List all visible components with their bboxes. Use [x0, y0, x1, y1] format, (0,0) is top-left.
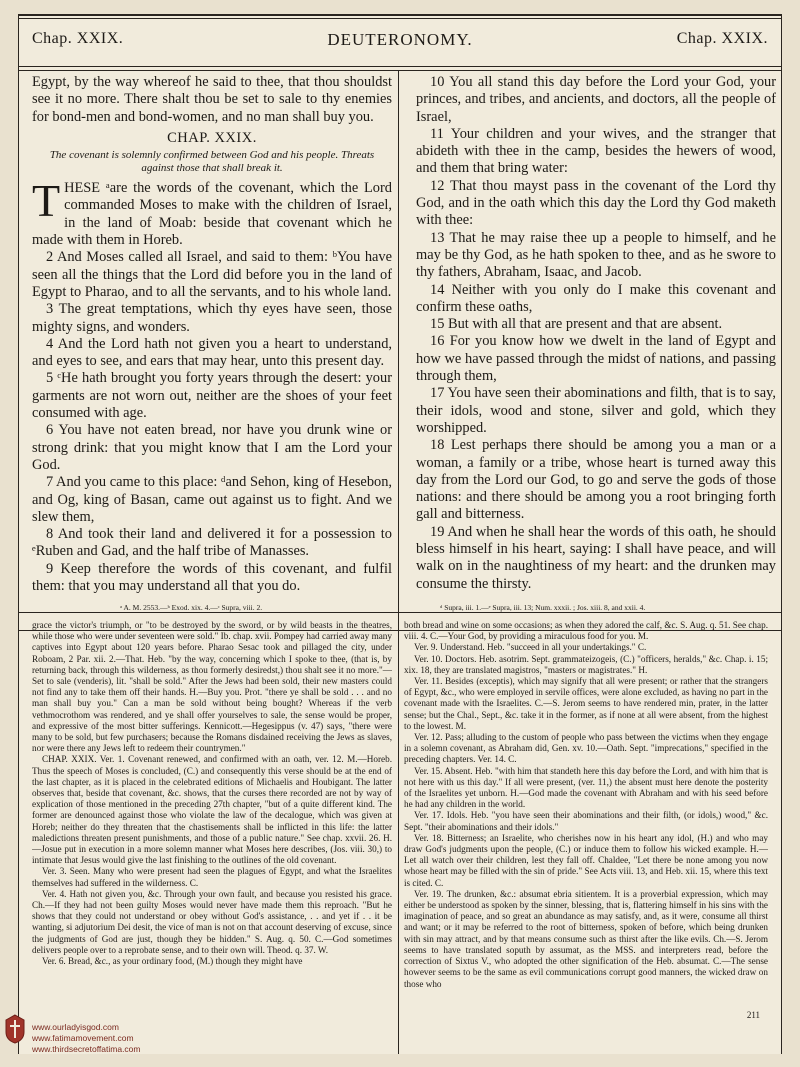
verse: 9 Keep therefore the words of this covenant, and fulfil them: that you may understand all that you do.: [32, 560, 392, 594]
watermark-link[interactable]: www.thirdsecretoffatima.com: [32, 1044, 141, 1054]
verse: 18 Lest perhaps there should be among you a man or a woman, a family or a tribe, whose heart is turned away this day from the Lord our God, to go and serve the gods of those nations: and there should be among you a root bringing forth gall and bitterness.: [416, 437, 776, 523]
commentary-paragraph: grace the victor's triumph, or "to be destroyed by the sword, or by wild beasts in the theatres, while those who were under seventeen were sold." Ib. chap. xvii. Pompey had carried away many captives into Egypt about 120 years before. Pharao Sesac took and pillaged the city, under Roboam, 2 Par. xii. 2.—That. Heb. "by the way, concerning which I spoke to thee, (that is, by returning back, through this wilderness, as thou formerly desiredst,) thou shalt see it no more."—Set to sale (venderis), lit. "shall be sold." After the Jews had been sold, their new masters could not find any to take them off their hands. H.—Buy you. Prot. "there ye shall be sold . . . and no man shall buy you." Can a man be sold without being bought? Whereas if the verb vethmocrothom was rendered, and ye shall offer yourselves to sale, the sense would be proper, and expressive of the most bitter sufferings. Kennicott.—Hegesippus (v. 47) says, "there were many to be sold, but few purchasers; because the Romans disdained receiving the Jews as slaves, nor were there any Jews left to redeem their countrymen.": [32, 620, 392, 754]
fatima-crest-icon: [4, 1014, 26, 1044]
verse: 8 And took their land and delivered it for a possession to ᵉRuben and Gad, and the half tribe of Manasses.: [32, 526, 392, 560]
verse: 3 The great temptations, which thy eyes have seen, those mighty signs, and wonders.: [32, 301, 392, 335]
commentary-paragraph: Ver. 19. The drunken, &c.: absumat ebria sitientem. It is a proverbial expression, which may either be understood as spoken by the sinner, blessing, that is, flattering himself in his sins with the imagination of peace, and so great an abundance as may satisfy, and, as it were, consume all thirst and want; or it may be referred to the root of bitterness, spoken of before, which being drunken with sin may attract, and by that means consume such as thirst after the like evils. Ch.—S. Jerom seems to have translated soputh by assumat, as the MSS. and interpreters read, before the correction of Sixtus V., who adopted the other signification of the Heb. absumat. C.—The sense however seems to be the same as evil communications corrupt good manners, the wicked draw on those who: [404, 888, 768, 989]
right-border: [781, 14, 782, 1054]
header-right: Chap. XXIX.: [676, 30, 768, 47]
verse: 7 And you came to this place: ᵈand Sehon, king of Hesebon, and Og, king of Basan, came out against us to fight. And we slew them,: [32, 474, 392, 525]
verse: 17 You have seen their abominations and filth, that is to say, their idols, wood and stone, silver and gold, which they worshipped.: [416, 385, 776, 436]
commentary-paragraph: Ver. 17. Idols. Heb. "you have seen their abominations and their filth, (or idols,) wood," &c. Sept. "their abominations and their idols.": [404, 810, 768, 832]
verse-1: HESE ᵃare the words of the covenant, which the Lord commanded Moses to make with the children of Israel, in the land of Moab: beside that covenant which he made with them in Horeb.: [32, 180, 392, 249]
verse: 14 Neither with you only do I make this covenant and confirm these oaths,: [416, 281, 776, 315]
verse: 11 Your children and your wives, and the stranger that abideth with thee in the camp, besides the hewers of wood, and them that bring water:: [416, 125, 776, 177]
verse: 16 For you know how we dwelt in the land of Egypt and how we have passed through the midst of nations, and passing through them,: [416, 333, 776, 385]
commentary-paragraph: Ver. 3. Seen. Many who were present had seen the plagues of Egypt, and what the Israelites themselves had suffered in the wilderness. C.: [32, 866, 392, 888]
verse: 4 And the Lord hath not given you a heart to understand, and eyes to see, and ears that may hear, unto this present day.: [32, 335, 392, 370]
chapter-title: CHAP. XXIX.: [167, 129, 257, 146]
column-divider: [398, 70, 399, 1054]
right-text-column: [416, 74, 776, 594]
chapter-summary: The covenant is solemnly confirmed between God and his people. Threats against those that shall break it.: [49, 149, 375, 174]
commentary-paragraph: Ver. 10. Doctors. Heb. asotrim. Sept. grammateizogeis, (C.) "officers, heralds," &c. Chap. i. 15; xix. 18, they are translated magistros, "masters or magistrates." H.: [404, 653, 768, 675]
left-border: [18, 14, 19, 1054]
header-rule-2: [18, 70, 782, 71]
commentary-paragraph: CHAP. XXIX. Ver. 1. Covenant renewed, and confirmed with an oath, ver. 12. M.—Horeb. Thus the speech of Moses is concluded, (C.) and consequently this verse should be at the end of the last chapter, as it is placed in the celebrated editions of Michaelis and Houbigant. The latter observes that, beside that covenant, &c. shows, that the curses there recorded are not by way of explication of those mentioned in the preceding 27th chapter, "but of a quite different kind. The former are denounced against those who violate the law of the decalogue, which was given at Horeb; neither do they threaten that the chastisements shall be inflicted in this life: the latter maledictions threaten present punishments, and those of a public nature." See chap. xxvii. 26. H.—Josue put in execution in a more solemn manner what Moses here describes, (Jos. viii. 30,) to intimate that Jesus would give the last finishing to the outlines of the old covenant.: [32, 754, 392, 866]
verse: [416, 593, 776, 594]
verse: 13 That he may raise thee up a people to himself, and he may be thy God, as he hath spoken to thee, and as he swore to thy fathers, Abraham, Isaac, and Jacob.: [416, 229, 776, 281]
verse: 15 But with all that are present and that are absent.: [430, 316, 723, 333]
commentary-paragraph: both bread and wine on some occasions; as when they adored the calf, &c. S. Aug. q. 51. See chap. viii. 4. C.—Your God, by providing a miraculous food for you. M.: [404, 620, 768, 642]
left-text-column: [32, 74, 392, 594]
right-marginal-references: ᵈ Supra, iii. 1.—ᵉ Supra, iii. 13; Num. xxxii. ; Jos. xiii. 8, and xxii. 4.: [440, 603, 646, 612]
commentary-paragraph: Ver. 12. Pass; alluding to the custom of people who pass between the victims when they engage in a solemn covenant, as Abraham did, Gen. xv. 10.—Oath. Sept. "imprecations," specified in the preceding chapters. Ver. 14. C.: [404, 732, 768, 765]
top-border: [18, 14, 782, 16]
commentary-paragraph: Ver. 9. Understand. Heb. "succeed in all your undertakings." C.: [414, 642, 647, 653]
left-marginal-references: ᵃ A. M. 2553.—ᵇ Exod. xix. 4.—ᶜ Supra, viii. 2.: [120, 603, 263, 612]
top-border-inner: [18, 18, 782, 19]
commentary-paragraph: Ver. 18. Bitterness; an Israelite, who cherishes now in his heart any idol, (H.) and who may draw God's judgments upon the people, (C.) or induce them to follow his wicked example. H.—Let all watch over their children, lest they fall off. Chaldee, "Let there be none among you now whose heart may be filled with the sin of pride." See Acts viii. 13, and Heb. xii. 15, where this text is cited. C.: [404, 832, 768, 888]
verse: 6 You have not eaten bread, nor have you drunk wine or strong drink: that you might know that I am the Lord your God.: [32, 422, 392, 473]
commentary-paragraph: Ver. 11. Besides (exceptis), which may signify that all were present; or rather that the strangers of Egypt, &c., who were employed in servile offices, were alone excluded, as having no part in the covenant made with the Israelites. C.—S. Jerom seems to have rendered min, prater, in the latter sense; but the Chal., Sept., &c. take it in the former, as if none at all were absent, from the highest to the lowest. M.: [404, 676, 768, 731]
drop-cap: T: [32, 175, 61, 227]
verse: 19 And when he shall hear the words of this oath, he should bless himself in his heart, saying: I shall have peace, and will walk on in the naughtiness of my heart: and the drunken may consume the thirsty.: [416, 523, 776, 592]
left-commentary: [32, 620, 392, 1030]
watermark-links: [32, 1022, 141, 1055]
header-book-title: DEUTERONOMY.: [327, 30, 473, 49]
header-rule: [18, 66, 782, 67]
watermark-link[interactable]: www.fatimamovement.com: [32, 1033, 134, 1043]
commentary-paragraph: Ver. 15. Absent. Heb. "with him that standeth here this day before the Lord, and with him that is not here with us this day." If all were present, (ver. 11,) the absent must here denote the posterity of the Israelites yet unborn. H.—God made the covenant with Abraham and with his seed before he had any children in the world.: [404, 765, 768, 810]
watermark-link[interactable]: www.ourladyisgod.com: [32, 1022, 119, 1032]
header-left: Chap. XXIX.: [32, 30, 124, 47]
running-header: [32, 30, 768, 60]
verse: 10 You all stand this day before the Lord your God, your princes, and tribes, and ancients, and doctors, all the people of Israel,: [416, 74, 776, 125]
intro-text: Egypt, by the way whereof he said to thee, that thou shouldst see it no more. There shalt thou be set to sale to thy enemies for bond-men and bond-women, and no man shall buy you.: [32, 74, 392, 125]
commentary-paragraph: Ver. 6. Bread, &c., as your ordinary food, (M.) though they might have: [42, 956, 303, 967]
page-number: 211: [746, 1010, 760, 1020]
verse: 2 And Moses called all Israel, and said to them: ᵇYou have seen all the things that the Lord did before you in the land of Egypt to Pharao, and to all the servants, and to his whole land.: [32, 249, 392, 300]
verse: 12 That thou mayst pass in the covenant of the Lord thy God, and in the oath which this day the Lord thy God maketh with thee:: [416, 177, 776, 229]
verse: 5 ᶜHe hath brought you forty years through the desert: your garments are not worn out, neither are the shoes of your feet consumed with age.: [32, 370, 392, 422]
right-commentary: [404, 620, 768, 1004]
commentary-paragraph: Ver. 4. Hath not given you, &c. Through your own fault, and because you resisted his grace. Ch.—If they had not been guilty Moses would never have made them this reproach. "But he shows that they could not understand or obey without God's assistance, . . and yet if . . it be wanting, si adjutorium Dei desit, the vice of man is not on that account deserving of excuse, since the judgments of God are just, though they be hidden." S. Aug. q. 50. C.—God sometimes delivers people over to a reprobate sense, and to their own will. Theod. q. 37. W.: [32, 888, 392, 955]
